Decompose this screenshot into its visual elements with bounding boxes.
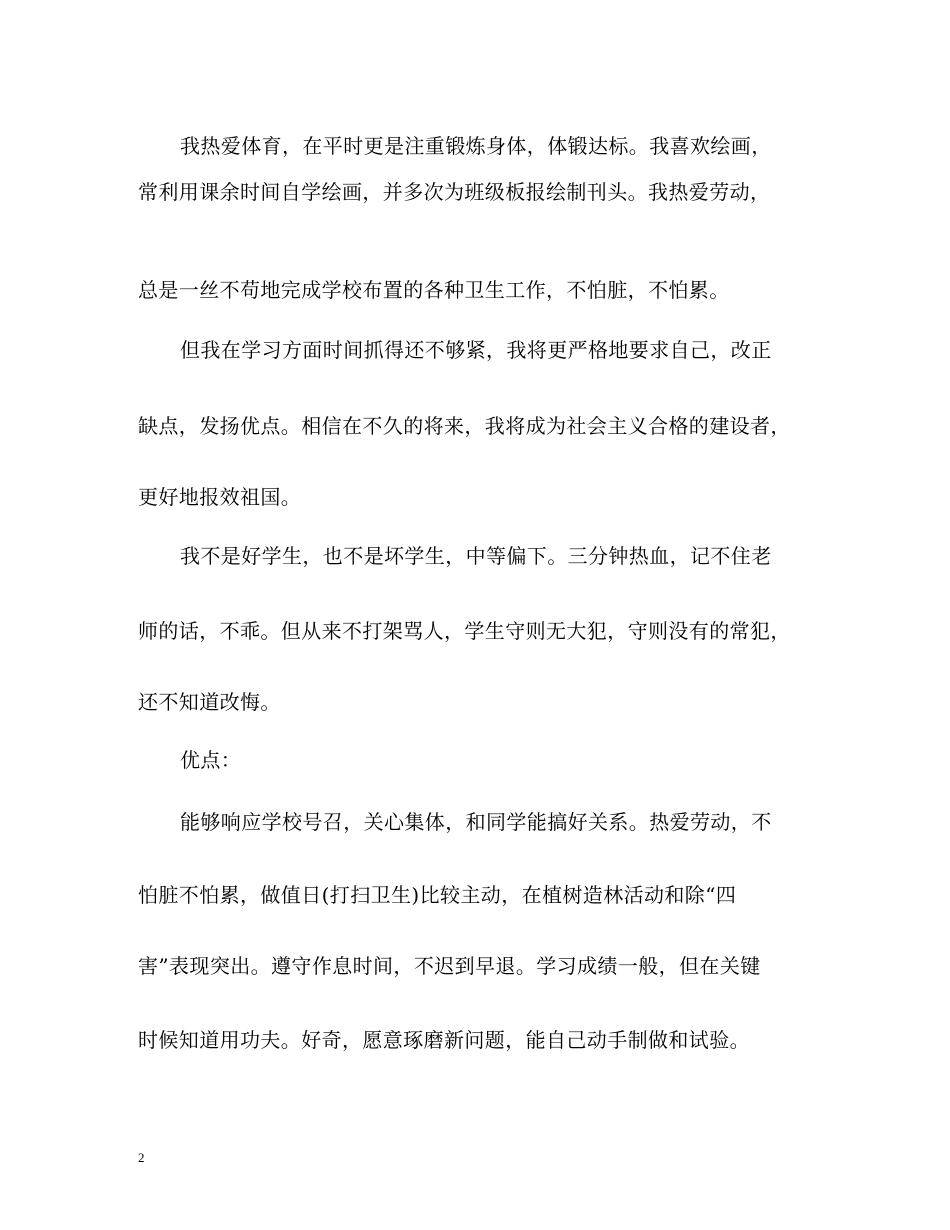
paragraph-5-line-1: 能够响应学校号召，关心集体，和同学能搞好关系。热爱劳动，不	[180, 810, 772, 834]
paragraph-1-line-2: 常利用课余时间自学绘画，并多次为班级板报绘制刊头。我热爱劳动，	[138, 180, 771, 204]
paragraph-1-line-1: 我热爱体育，在平时更是注重锻炼身体，体锻达标。我喜欢绘画，	[180, 134, 772, 158]
paragraph-1-line-3: 总是一丝不苟地完成学校布置的各种卫生工作，不怕脏，不怕累。	[138, 278, 730, 302]
paragraph-4-line-1: 优点：	[180, 748, 242, 772]
paragraph-3-line-2: 师的话，不乖。但从来不打架骂人，学生守则无大犯，守则没有的常犯，	[138, 619, 791, 643]
paragraph-5-line-3: 害”表现突出。遵守作息时间，不迟到早退。学习成绩一般，但在关键	[138, 954, 761, 978]
paragraph-2-line-3: 更好地报效祖国。	[138, 485, 302, 509]
paragraph-5-line-4: 时候知道用功夫。好奇，愿意琢磨新问题，能自己动手制做和试验。	[138, 1028, 750, 1052]
paragraph-3-line-1: 我不是好学生，也不是坏学生，中等偏下。三分钟热血，记不住老	[180, 544, 772, 568]
paragraph-2-line-1: 但我在学习方面时间抓得还不够紧，我将更严格地要求自己，改正	[180, 338, 772, 362]
page-number: 2	[138, 1150, 145, 1165]
paragraph-3-line-3: 还不知道改悔。	[138, 690, 281, 714]
paragraph-5-line-2: 怕脏不怕累，做值日(打扫卫生)比较主动，在植树造林活动和除“四	[138, 883, 737, 907]
paragraph-2-line-2: 缺点，发扬优点。相信在不久的将来，我将成为社会主义合格的建设者，	[138, 414, 791, 438]
